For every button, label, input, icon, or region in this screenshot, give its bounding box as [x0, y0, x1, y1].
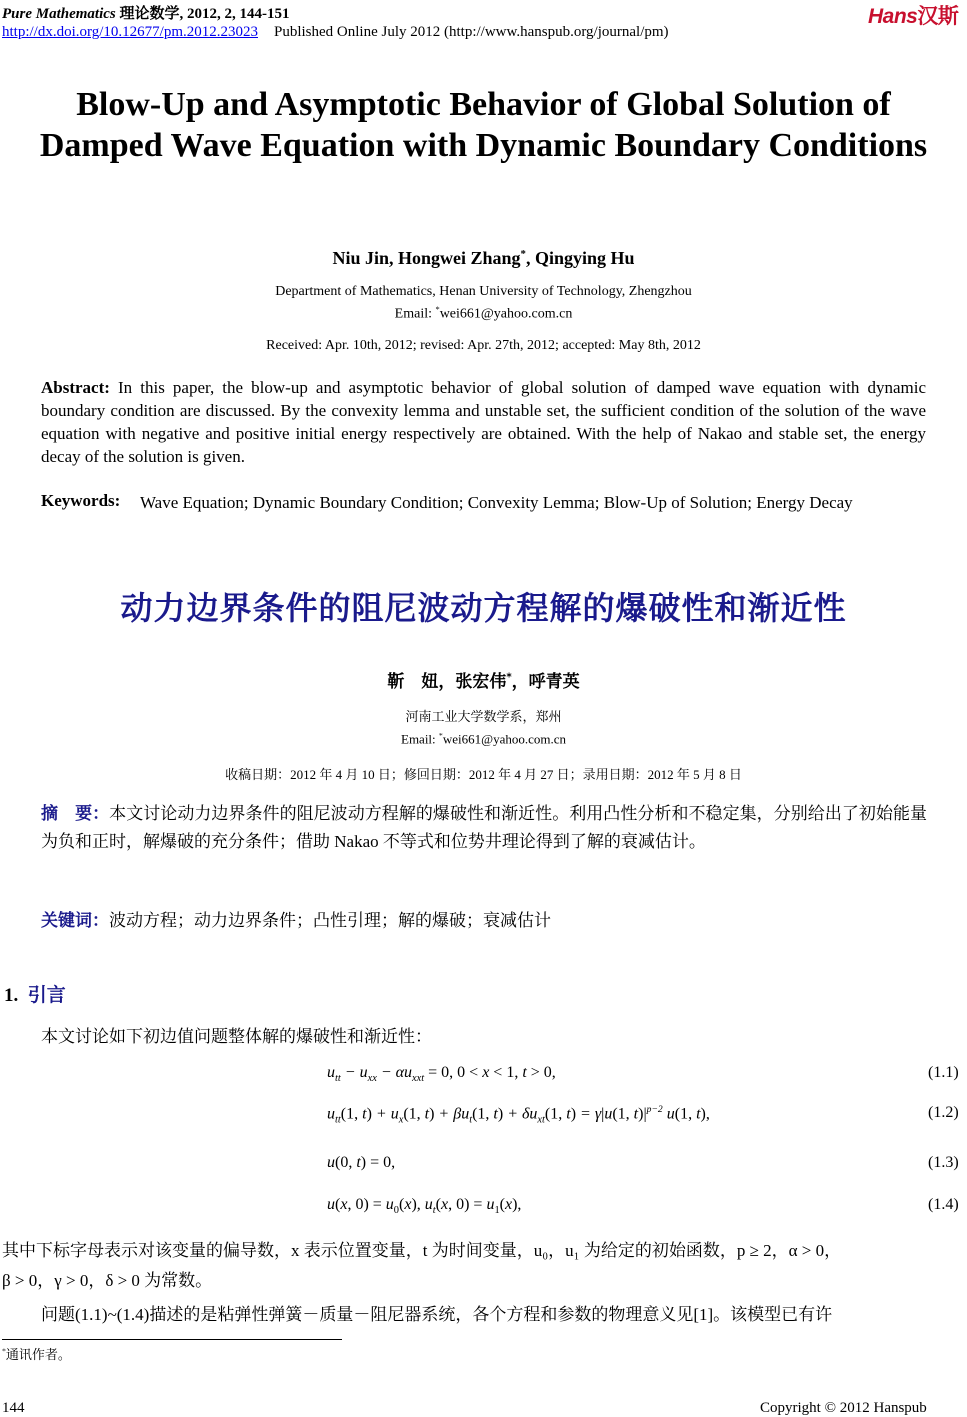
affiliation-cn-text: 河南工业大学数学系，郑州	[405, 709, 562, 724]
authors-cn-part1: 靳 妞，张宏伟	[387, 672, 507, 692]
doi-line	[2, 24, 669, 41]
footnote-text: 通讯作者。	[5, 1347, 71, 1362]
authors-en	[0, 248, 967, 269]
received-dates-cn: 收稿日期：2012 年 4 月 10 日；修回日期：2012 年 4 月 27 日；录用日期：2012 年 5 月 8 日	[225, 767, 742, 782]
authors-en-part2: , Qingying Hu	[525, 248, 635, 268]
equation-1-2: $u_{tt}(1$, $t) + u_x(1$, $t) + \beta u_t(1$, $t) + \delta u_{xt}(1$, t) = γ|u(1, $t)|^{p-2}$ u(1, t),	[327, 1104, 710, 1126]
footnote	[2, 1344, 71, 1363]
section-number: 1.	[4, 985, 19, 1006]
doi-link[interactable]: http://dx.doi.org/10.12677/pm.2012.23023	[2, 24, 258, 40]
paper-title-en: Blow-Up and Asymptotic Behavior of Global Solution of Damped Wave Equation with Dynamic Boundary Conditions	[39, 86, 928, 164]
equation-1-1: $u_{tt} - u_{xx} - \alpha u_{xxt} = 0$, 0 < x < 1, t > 0,	[327, 1064, 556, 1085]
abstract-label: Abstract:	[41, 378, 110, 397]
abstract-cn-text: 本文讨论动力边界条件的阻尼波动方程解的爆破性和渐近性。利用凸性分析和不稳定集，分别给出了初始能量为负和正时，解爆破的充分条件；借助 Nakao 不等式和位势井理论得到了解的衰减估计。	[41, 804, 928, 851]
equation-number: (1.1)	[928, 1064, 959, 1081]
affiliation-en	[0, 283, 967, 324]
published-online: Published Online July 2012 (http://www.hanspub.org/journal/pm)	[273, 24, 669, 40]
authors-en-part1: Niu Jin, Hongwei Zhang	[332, 248, 521, 268]
email-cn-address[interactable]: wei661@yahoo.com.cn	[442, 731, 566, 747]
equation-number: (1.4)	[928, 1196, 959, 1213]
email-label: Email:	[394, 306, 436, 322]
journal-name-cn: 理论数学	[119, 6, 180, 22]
paper-title-cn: 动力边界条件的阻尼波动方程解的爆破性和渐近性	[120, 589, 847, 627]
paragraph-line: 其中下标字母表示对该变量的偏导数，x 表示位置变量，t 为时间变量，u₀，u₁ 为给定的初始函数，p ≥ 2，α > 0，	[2, 1241, 842, 1260]
email-cn-star: *	[438, 731, 443, 740]
affiliation-cn	[0, 707, 967, 748]
email-address[interactable]: wei661@yahoo.com.cn	[439, 306, 573, 322]
keywords-cn	[41, 906, 551, 931]
section-title: 引言	[27, 984, 66, 1006]
logo-latin: Hans	[868, 5, 918, 28]
journal-header	[2, 2, 290, 23]
section-heading	[4, 980, 66, 1007]
hans-logo	[868, 0, 958, 30]
email-en	[0, 301, 967, 324]
abstract-en	[41, 376, 926, 468]
affiliation-en-text: Department of Mathematics, Henan University of Technology, Zhengzhou	[275, 284, 692, 299]
equation-1-3: u(0, t) = 0,	[327, 1154, 396, 1171]
authors-cn	[0, 667, 967, 692]
keywords-cn-label: 关键词：	[41, 911, 109, 931]
keywords-en: Wave Equation; Dynamic Boundary Condition; Convexity Lemma; Blow-Up of Solution; Energy Decay	[140, 493, 853, 512]
abstract-cn	[41, 800, 927, 855]
keywords-cn-text: 波动方程；动力边界条件；凸性引理；解的爆破；衰减估计	[109, 911, 551, 930]
equation-number: (1.3)	[928, 1154, 959, 1171]
corresponding-star: *	[520, 248, 526, 260]
authors-cn-star: *	[506, 672, 512, 684]
equation-1-4: u(x, $0) = u_0(x)$, $u_t(x$, $0) = u_1(x)$,	[327, 1196, 522, 1217]
paragraph-line: 问题(1.1)~(1.4)描述的是粘弹性弹簧－质量－阻尼器系统，各个方程和参数的物理意义见[1]。该模型已有许	[41, 1305, 833, 1324]
footnote-divider	[2, 1339, 342, 1340]
email-cn-label: Email:	[401, 731, 439, 747]
copyright: Copyright © 2012 Hanspub	[760, 1400, 927, 1416]
journal-name: Pure Mathematics	[2, 6, 116, 22]
abstract-en-text: In this paper, the blow-up and asymptotic behavior of global solution of damped wave equation with dynamic boundary condition are discussed. By the convexity lemma and unstable set, the sufficient condition of the solution of the wave equation with negative and positive initial energy respectively are obtained. With the help of Nakao and stable set, the energy decay of the solution is given.	[41, 378, 927, 466]
email-cn	[0, 726, 967, 748]
footnote-star: *	[2, 1346, 6, 1356]
abstract-cn-label: 摘 要：	[41, 804, 110, 824]
keywords-label: Keywords:	[41, 491, 121, 510]
journal-issue: , 2012, 2, 144-151	[179, 6, 290, 22]
logo-cn: 汉斯	[917, 5, 959, 28]
intro-text: 本文讨论如下初边值问题整体解的爆破性和渐近性：	[41, 1027, 432, 1046]
paragraph-line: β > 0，γ > 0，δ > 0 为常数。	[2, 1271, 213, 1290]
email-star: *	[435, 305, 440, 314]
received-dates-en: Received: Apr. 10th, 2012; revised: Apr. 27th, 2012; accepted: May 8th, 2012	[266, 338, 701, 353]
page-number: 144	[2, 1400, 25, 1416]
authors-cn-part2: ，呼青英	[511, 672, 580, 692]
equation-number: (1.2)	[928, 1104, 959, 1121]
